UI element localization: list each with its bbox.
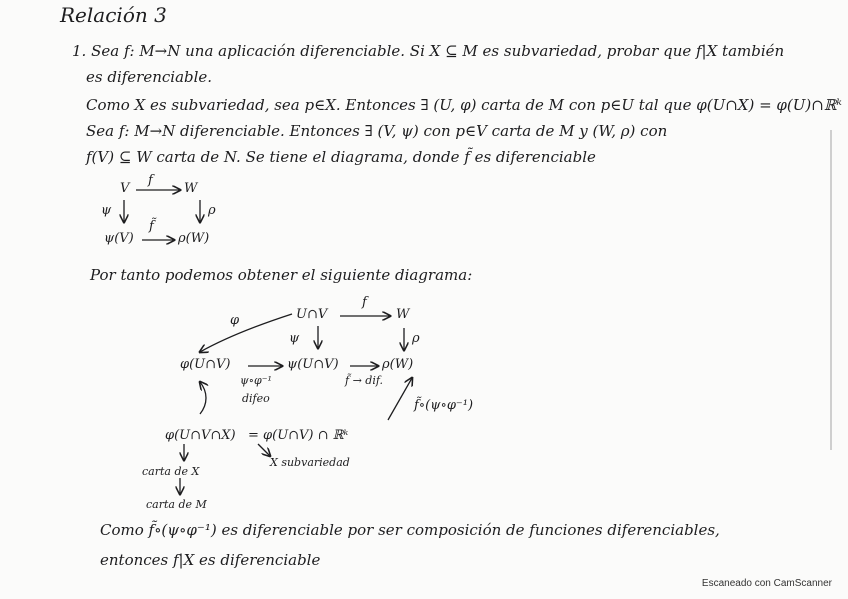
diagram2-rho-w: ρ(W)	[382, 357, 414, 372]
diagram2-carta-de-x: carta de X	[142, 465, 200, 478]
diagram2-u-cap-v: U∩V	[296, 307, 328, 322]
conclusion-line-1: Como f̃∘(ψ∘φ⁻¹) es diferenciable por ser composición de funciones diferenciables,	[100, 521, 720, 539]
diagram2-x-subvariedad: X subvariedad	[270, 456, 350, 469]
diagram2-ftilde-dif: f̃ → dif.	[345, 374, 384, 387]
diagram1-rho-label: ρ	[208, 203, 216, 218]
scan-edge-mark	[830, 130, 832, 450]
conclusion-line-2: entonces f|X es diferenciable	[100, 551, 321, 569]
diagram2-w: W	[396, 307, 410, 322]
diagram1-ftilde-label: f̃	[149, 219, 154, 234]
diagram2-rho-label: ρ	[412, 331, 420, 346]
diagram2-psi-label: ψ	[289, 331, 300, 346]
page-title: Relación 3	[60, 3, 167, 27]
exercise-statement-line-2: es diferenciable.	[86, 68, 213, 86]
diagram2-psi-u-cap-v: ψ(U∩V)	[287, 357, 339, 372]
diagram1-psi-label: ψ	[101, 203, 112, 218]
diagram2-arrow-subvariedad	[258, 444, 270, 456]
diagram2-difeo-label: difeo	[242, 392, 270, 405]
proof-line-1: Como X es subvariedad, sea p∈X. Entonces ∃ (U, φ) carta de M con p∈U tal que φ(U∩X) = φ(U)∩ℝᵏ	[86, 96, 842, 114]
diagram-intro: Por tanto podemos obtener el siguiente diagrama:	[90, 266, 473, 284]
diagram1-psi-v: ψ(V)	[104, 231, 134, 246]
diagram2-equals-intersection: = φ(U∩V) ∩ ℝᵏ	[248, 428, 349, 443]
diagram1-v: V	[120, 181, 130, 196]
proof-line-2: Sea f: M→N diferenciable. Entonces ∃ (V, ψ) con p∈V carta de M y (W, ρ) con	[86, 122, 668, 140]
diagram2-carta-de-m: carta de M	[146, 498, 207, 511]
diagram2-phi-u-cap-v-cap-x: φ(U∩V∩X)	[165, 428, 236, 443]
diagram2-phi-label: φ	[230, 313, 240, 328]
diagram2-arrow-phi	[200, 314, 292, 352]
diagram1-rho-w: ρ(W)	[178, 231, 210, 246]
diagram1-f-label: f	[148, 173, 153, 188]
diagram2-f-label: f	[362, 295, 367, 310]
diagram1-w: W	[184, 181, 198, 196]
exercise-statement-line-1: 1. Sea f: M→N una aplicación diferenciable. Si X ⊆ M es subvariedad, probar que f|X también	[72, 42, 785, 60]
diagram2-psi-phi-inverse: ψ∘φ⁻¹	[240, 374, 272, 387]
scanner-watermark: Escaneado con CamScanner	[701, 578, 832, 589]
diagram2-arrow-inclusion	[200, 382, 206, 414]
diagram2-composite-label: f̃∘(ψ∘φ⁻¹)	[414, 398, 474, 413]
diagram2-arrow-composite	[388, 378, 412, 420]
proof-line-3: f(V) ⊆ W carta de N. Se tiene el diagrama, donde f̃ es diferenciable	[86, 148, 596, 166]
diagram2-phi-u-cap-v: φ(U∩V)	[180, 357, 231, 372]
